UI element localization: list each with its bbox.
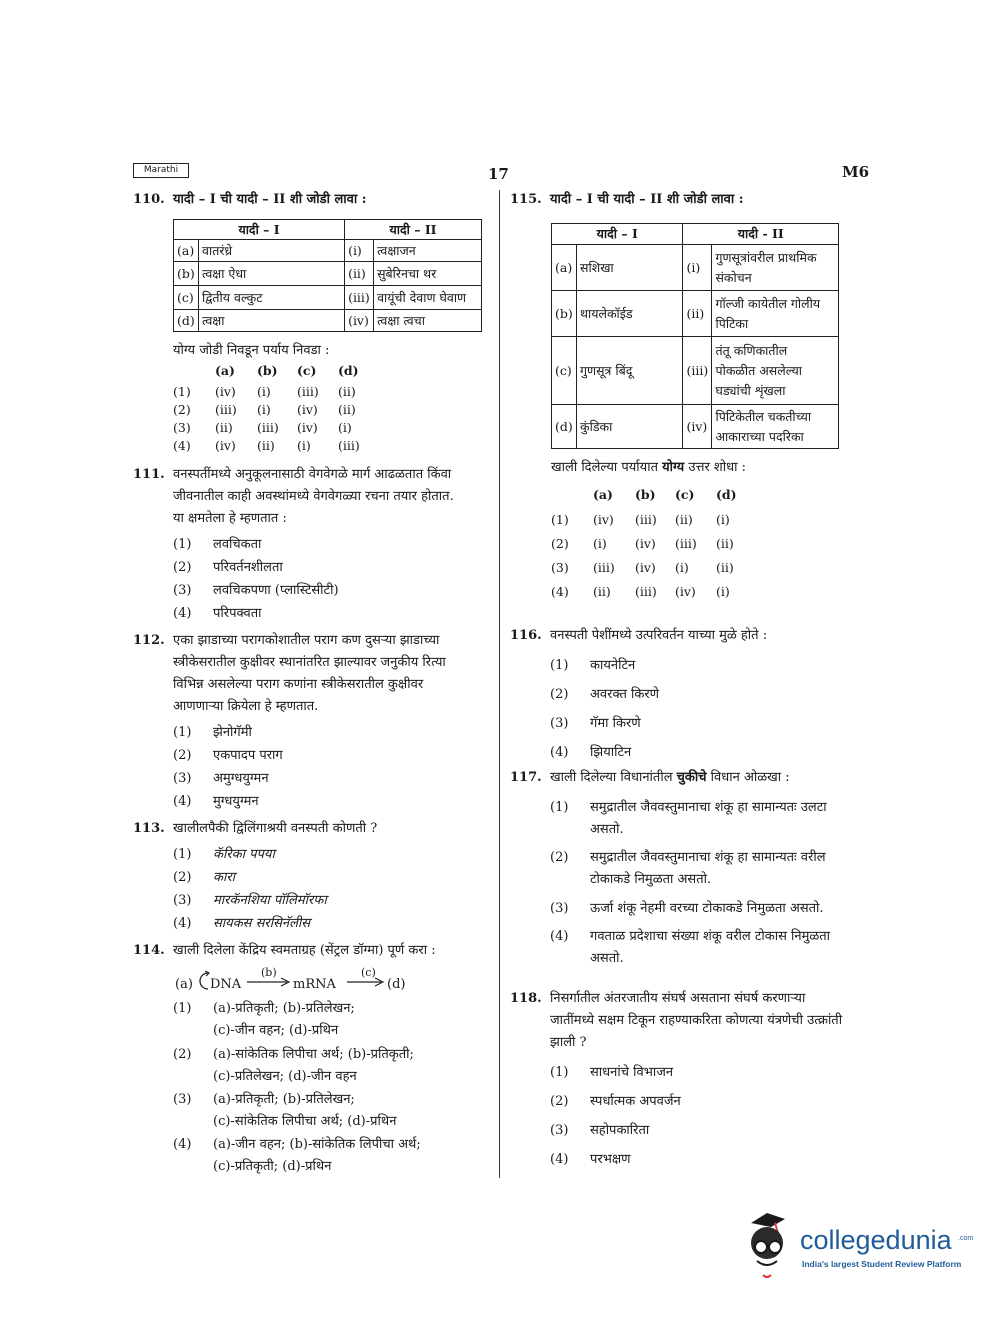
option-number: (4) — [173, 916, 192, 931]
table-header: यादी – II — [345, 220, 482, 240]
question-line: या क्षमतेला हे म्हणतात : — [173, 511, 287, 526]
question-114 — [133, 940, 493, 1180]
table-header: यादी – I — [552, 224, 683, 245]
match-table-110 — [173, 219, 482, 332]
grid-cell: (i) — [716, 584, 730, 599]
option-text: (a)-सांकेतिक लिपीचा अर्थ; (b)-प्रतिकृती; — [213, 1047, 414, 1062]
grid-cell: (iii) — [338, 438, 360, 453]
label-b: (b) — [261, 966, 277, 979]
option-text: झेनोगॅमी — [213, 725, 252, 740]
instruction-text: उत्तर शोधा : — [684, 460, 747, 475]
question-stem: खाली दिलेला केंद्रिय स्वमताग्रह (सेंट्रल डॉग्मा) पूर्ण करा : — [173, 943, 436, 958]
cell-line: आकाराच्या पदरिका — [715, 428, 804, 444]
option-text: (c)-प्रतिकृती; (d)-प्रथिन — [213, 1159, 332, 1174]
table-cell: (a) — [552, 245, 577, 291]
option-text: कारा — [213, 870, 236, 885]
table-cell — [712, 291, 839, 337]
question-number: 111. — [133, 467, 165, 482]
table-cell: द्वितीय वल्कुट — [199, 286, 345, 310]
option-text: मारकॅनशिया पॉलिमॉरफा — [213, 893, 327, 908]
question-number: 110. — [133, 192, 165, 207]
option-number: (4) — [550, 745, 569, 760]
table-cell: सुबेरिनचा थर — [374, 262, 482, 286]
option-text: एकपादप पराग — [213, 748, 283, 763]
table-cell: त्वक्षा त्वचा — [374, 310, 482, 332]
option-number: (2) — [173, 402, 191, 417]
option-text: अमुग्धयुग्मन — [213, 771, 269, 786]
grid-cell: (ii) — [215, 420, 233, 435]
grid-cell: (i) — [257, 384, 271, 399]
grid-cell: (ii) — [593, 584, 611, 599]
logo-wordmark: collegedunia — [800, 1225, 952, 1255]
table-cell: (iv) — [683, 405, 712, 449]
grid-head: (c) — [675, 487, 695, 502]
grid-cell: (iv) — [675, 584, 696, 599]
grid-cell: (iv) — [215, 438, 236, 453]
grid-cell: (i) — [716, 512, 730, 527]
table-cell: (d) — [552, 405, 577, 449]
option-text: असतो. — [590, 951, 624, 966]
replication-loop-icon — [195, 970, 211, 992]
table-cell: थायलेकॉईड — [577, 291, 683, 337]
question-line: वनस्पतींमध्ये अनुकूलनासाठी वेगवेगळे मार्ग आढळतात किंवा — [173, 467, 452, 482]
option-text: परभक्षण — [590, 1152, 631, 1167]
stem-emphasis: चुकीचे — [676, 770, 707, 785]
booklet-code: M6 — [842, 163, 870, 181]
option-number: (1) — [550, 658, 569, 673]
grid-cell: (iii) — [675, 536, 697, 551]
cell-line: तंतू कणिकातील — [715, 342, 788, 358]
grid-cell: (iii) — [297, 384, 319, 399]
option-text: झियाटिन — [590, 745, 632, 760]
grid-cell: (ii) — [257, 438, 275, 453]
grid-cell: (iii) — [635, 512, 657, 527]
label-d: (d) — [387, 977, 406, 992]
grid-cell: (ii) — [716, 536, 734, 551]
question-number: 113. — [133, 821, 165, 836]
answer-grid-115 — [551, 487, 751, 602]
table-cell: (ii) — [683, 291, 712, 337]
instruction-text: खाली दिलेल्या पर्यायात — [551, 460, 663, 475]
option-text: कायनेटिन — [590, 658, 636, 673]
option-number: (3) — [551, 560, 569, 575]
table-cell: (iii) — [345, 286, 374, 310]
option-text: (c)-सांकेतिक लिपीचा अर्थ; (d)-प्रथिन — [213, 1114, 397, 1129]
logo-tagline: India's largest Student Review Platform — [802, 1259, 962, 1269]
arrow-icon — [347, 977, 385, 987]
option-number: (1) — [550, 1065, 569, 1080]
option-text: समुद्रातील जैववस्तुमानाचा शंकू हा सामान्यतः वरील — [590, 850, 826, 865]
question-112 — [133, 630, 493, 810]
table-cell: (d) — [174, 310, 199, 332]
grid-cell: (iii) — [215, 402, 237, 417]
grid-cell: (i) — [593, 536, 607, 551]
page-number: 17 — [488, 165, 509, 183]
central-dogma-diagram — [175, 968, 415, 996]
cell-line: पोकळीत असलेल्या — [715, 362, 802, 378]
question-line: निसर्गातील अंतरजातीय संघर्ष असताना संघर्ष करणाऱ्या — [550, 991, 806, 1006]
option-text: लवचिकपणा (प्लास्टिसीटी) — [213, 583, 339, 598]
grid-cell: (iv) — [297, 420, 318, 435]
table-cell: त्वक्षा ऐधा — [199, 262, 345, 286]
grid-head: (d) — [716, 487, 737, 502]
option-number: (1) — [173, 725, 192, 740]
question-stem: खालीलपैकी द्विलिंगाश्रयी वनस्पती कोणती ? — [173, 821, 378, 836]
option-text: मुग्धयुग्मन — [213, 794, 259, 809]
question-line: झाली ? — [550, 1035, 587, 1050]
question-113 — [133, 818, 493, 933]
question-number: 118. — [510, 991, 542, 1006]
option-number: (3) — [173, 1092, 192, 1107]
option-number: (2) — [551, 536, 569, 551]
question-line: जीवनातील काही अवस्थांमध्ये वेगवेगळ्या रचना तयार होतात. — [173, 489, 454, 504]
cell-line: संकोचन — [715, 269, 752, 285]
option-number: (4) — [173, 1137, 192, 1152]
grid-cell: (iii) — [635, 584, 657, 599]
answer-grid-110 — [173, 363, 373, 458]
option-number: (2) — [173, 748, 192, 763]
grid-cell: (iv) — [297, 402, 318, 417]
table-cell: (i) — [345, 240, 374, 262]
grid-head: (d) — [338, 363, 359, 378]
option-number: (4) — [551, 584, 569, 599]
grid-cell: (ii) — [338, 384, 356, 399]
table-cell: (c) — [552, 337, 577, 405]
option-number: (2) — [173, 560, 192, 575]
table-cell: (i) — [683, 245, 712, 291]
option-number: (3) — [173, 420, 191, 435]
collegedunia-logo[interactable] — [745, 1213, 974, 1283]
grid-head: (c) — [297, 363, 317, 378]
question-118 — [510, 988, 875, 1173]
option-number: (4) — [173, 438, 191, 453]
option-text: असतो. — [590, 822, 624, 837]
label-c: (c) — [361, 966, 376, 979]
instruction: योग्य जोडी निवडून पर्याय निवडा : — [173, 343, 330, 358]
option-number: (4) — [173, 794, 192, 809]
option-number: (1) — [550, 800, 569, 815]
table-cell: (a) — [174, 240, 199, 262]
dna-label: DNA — [210, 977, 242, 992]
option-number: (3) — [173, 771, 192, 786]
option-text: परिवर्तनशीलता — [213, 560, 283, 575]
language-label: Marathi — [133, 163, 189, 178]
option-text: लवचिकता — [213, 537, 262, 552]
option-text: कॅरिका पपया — [213, 847, 275, 862]
option-text: (a)-प्रतिकृती; (b)-प्रतिलेखन; — [213, 1001, 355, 1016]
match-table-115 — [551, 223, 839, 449]
question-115 — [510, 189, 870, 213]
grid-cell: (iv) — [215, 384, 236, 399]
grid-cell: (iii) — [593, 560, 615, 575]
question-stem: यादी – I ची यादी – II शी जोडी लावा : — [173, 192, 367, 207]
table-cell: त्वक्षा — [199, 310, 345, 332]
table-cell: कुंडिका — [577, 405, 683, 449]
option-text: साधनांचे विभाजन — [590, 1065, 674, 1080]
option-text: समुद्रातील जैववस्तुमानाचा शंकू हा सामान्यतः उलटा — [590, 800, 827, 815]
option-text: स्पर्धात्मक अपवर्जन — [590, 1094, 681, 1109]
table-cell: गुणसूत्र बिंदू — [577, 337, 683, 405]
table-cell: (b) — [552, 291, 577, 337]
option-number: (3) — [550, 1123, 569, 1138]
question-number: 115. — [510, 192, 542, 207]
question-line: जातींमध्ये सक्षम टिकून राहण्याकरिता कोणत्या यंत्रणेची उत्क्रांती — [550, 1013, 843, 1028]
instruction — [551, 457, 746, 475]
cell-line: घड्यांची शृंखला — [715, 382, 786, 398]
instruction-emphasis: योग्य — [662, 460, 685, 475]
grid-cell: (i) — [297, 438, 311, 453]
grid-cell: (iii) — [257, 420, 279, 435]
stem-text: खाली दिलेल्या विधानांतील — [550, 770, 677, 785]
cell-line: पिटिका — [715, 315, 749, 331]
question-stem — [550, 767, 790, 789]
option-number: (1) — [173, 1001, 192, 1016]
option-number: (3) — [550, 716, 569, 731]
table-cell: वातरंध्रे — [199, 240, 345, 262]
grid-cell: (i) — [675, 560, 689, 575]
grid-cell: (ii) — [338, 402, 356, 417]
logo-suffix: .com — [958, 1235, 974, 1242]
question-line: एका झाडाच्या परागकोशातील पराग कण दुसऱ्या झाडाच्या — [173, 633, 440, 648]
question-111 — [133, 464, 493, 624]
mrna-label: mRNA — [293, 977, 336, 992]
option-number: (2) — [173, 870, 192, 885]
table-header: यादी – I — [174, 220, 345, 240]
grid-head: (a) — [593, 487, 613, 502]
grid-cell: (iv) — [635, 536, 656, 551]
question-number: 114. — [133, 943, 165, 958]
grid-head: (b) — [257, 363, 278, 378]
table-cell — [712, 337, 839, 405]
option-number: (3) — [550, 901, 569, 916]
option-number: (2) — [550, 850, 569, 865]
option-text: (a)-जीन वहन; (b)-सांकेतिक लिपीचा अर्थ; — [213, 1137, 421, 1152]
option-number: (2) — [550, 1094, 569, 1109]
cell-line: गुणसूत्रांवरील प्राथमिक — [715, 249, 817, 265]
grid-cell: (ii) — [716, 560, 734, 575]
option-number: (3) — [173, 893, 192, 908]
question-stem: यादी – I ची यादी – II शी जोडी लावा : — [550, 192, 744, 207]
option-number: (2) — [550, 687, 569, 702]
table-cell: (ii) — [345, 262, 374, 286]
grid-head: (a) — [215, 363, 235, 378]
grid-cell: (ii) — [675, 512, 693, 527]
option-number: (1) — [173, 537, 192, 552]
option-text: टोकाकडे निमुळता असतो. — [590, 872, 712, 887]
mascot-icon — [745, 1213, 800, 1281]
table-cell: (c) — [174, 286, 199, 310]
option-number: (1) — [173, 384, 191, 399]
option-number: (1) — [551, 512, 569, 527]
option-number: (4) — [550, 929, 569, 944]
label-a: (a) — [175, 977, 193, 992]
option-text: सहोपकारिता — [590, 1123, 650, 1138]
question-stem: वनस्पती पेशींमध्ये उत्परिवर्तन याच्या मुळे होते : — [550, 628, 768, 643]
option-text: (c)-प्रतिलेखन; (d)-जीन वहन — [213, 1069, 357, 1084]
arrow-icon — [247, 977, 291, 987]
question-117 — [510, 767, 875, 972]
table-header: यादी - II — [683, 224, 839, 245]
cell-line: गॉल्जी कायेतील गोलीय — [715, 295, 821, 311]
question-116 — [510, 625, 870, 765]
grid-cell: (i) — [338, 420, 352, 435]
option-number: (4) — [173, 606, 192, 621]
table-cell: वायूंची देवाण घेवाण — [374, 286, 482, 310]
table-cell — [712, 245, 839, 291]
option-text: सायकस सरसिनॅलीस — [213, 916, 311, 931]
grid-cell: (iv) — [593, 512, 614, 527]
option-number: (3) — [173, 583, 192, 598]
option-text: गॅमा किरणे — [590, 716, 641, 731]
question-number: 117. — [510, 770, 542, 785]
column-divider — [499, 190, 500, 1178]
table-cell: त्वक्षाजन — [374, 240, 482, 262]
question-line: विभिन्न असलेल्या पराग कणांना स्त्रीकेसरातील कुक्षीवर — [173, 677, 424, 692]
question-line: स्त्रीकेसरातील कुक्षीवर स्थानांतरित झाल्यावर जनुकीय रित्या — [173, 655, 446, 670]
question-number: 116. — [510, 628, 542, 643]
cell-line: पिटिकेतील चकतीच्या — [715, 408, 812, 424]
option-text: (c)-जीन वहन; (d)-प्रथिन — [213, 1023, 339, 1038]
option-number: (4) — [550, 1152, 569, 1167]
option-number: (1) — [173, 847, 192, 862]
stem-text: विधान ओळखा : — [706, 770, 790, 785]
table-cell: (iv) — [345, 310, 374, 332]
question-line: आणणाऱ्या क्रियेला हे म्हणतात. — [173, 699, 319, 714]
table-cell: (iii) — [683, 337, 712, 405]
option-text: गवताळ प्रदेशाचा संख्या शंकू वरील टोकास निमुळता — [590, 929, 831, 944]
question-number: 112. — [133, 633, 165, 648]
grid-cell: (iv) — [635, 560, 656, 575]
grid-head: (b) — [635, 487, 656, 502]
table-cell: सशिखा — [577, 245, 683, 291]
option-text: ऊर्जा शंकू नेहमी वरच्या टोकाकडे निमुळता असतो. — [590, 901, 824, 916]
option-number: (2) — [173, 1047, 192, 1062]
option-text: अवरक्त किरणे — [590, 687, 660, 702]
grid-cell: (i) — [257, 402, 271, 417]
option-text: परिपक्वता — [213, 606, 262, 621]
option-text: (a)-प्रतिकृती; (b)-प्रतिलेखन; — [213, 1092, 355, 1107]
table-cell: (b) — [174, 262, 199, 286]
table-cell — [712, 405, 839, 449]
